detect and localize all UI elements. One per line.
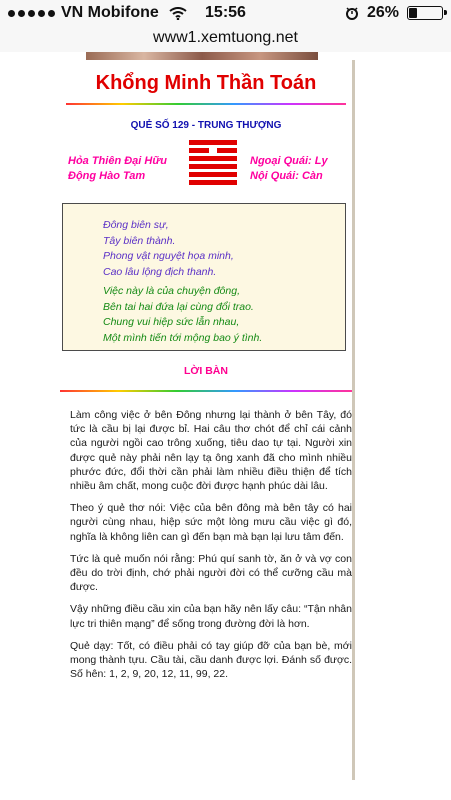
gua-number: QUẺ SỐ 129 - TRUNG THƯỢNG (130, 120, 282, 131)
translation-line-4: Một mình tiến tới mộng bao ý tình. (103, 331, 263, 344)
title-divider (66, 103, 346, 105)
hexagram-line-3 (189, 156, 237, 161)
alarm-clock-icon (345, 6, 359, 20)
hexagram-symbol (189, 140, 237, 188)
commentary-text (70, 408, 352, 689)
commentary-paragraph: Tức là quẻ muốn nói rằng: Phú quí sanh tờ, ăn ở và vợ con đều do trời định, chớ phải người đời có thể cưỡng cầu mà được. (70, 552, 352, 594)
translation-line-3: Chung vui hiệp sức lẫn nhau, (103, 316, 240, 328)
commentary-paragraph: Vậy những điều cầu xin của bạn hãy nên lấy câu: “Tận nhân lực tri thiên mạng” để sống trong đường đời là hơn. (70, 603, 352, 630)
poem-vietnamese-translation (103, 284, 262, 346)
poem-line-3: Phong vật nguyệt họa minh, (103, 250, 234, 262)
header-banner-image (86, 52, 318, 60)
translation-line-2: Bên tai hai đứa lại cùng đổi trao. (103, 300, 254, 313)
poem-line-4: Cao lâu lộng địch thanh. (103, 265, 217, 278)
commentary-heading: LỜI BÀN (184, 365, 228, 377)
clock: 15:56 (205, 4, 246, 21)
poem-box (62, 203, 346, 351)
carrier-name: VN Mobifone (61, 4, 159, 21)
poem-line-1: Đông biên sự, (103, 219, 169, 231)
page-title: Khổng Minh Thần Toán (95, 72, 317, 94)
inner-trigram: Nội Quái: Càn (250, 170, 323, 182)
page-border (352, 60, 355, 780)
commentary-paragraph: Quẻ dạy: Tốt, có điều phải có tay giúp đỡ của bạn bè, mới mong thành tựu. Cầu tài, cầu danh được lợi. Đánh số được. Số hên: 1, 2, 9, 20, 12, 11, 99, 22. (70, 639, 352, 681)
commentary-paragraph: Làm công việc ở bên Đông nhưng lại thành ở bên Tây, đó tức là cầu bị lại được bỉ. Hai câu thơ chót để chỉ cái cảnh của người ngồi cao trông xuống, tiêu dao tự tại. Người xin được quẻ này phải nên lạy tạ ông xanh đã cho mình nhiều phước đức, đổi thời cần phải làm nhiều điều thiện để tích nhiều âm chất, mong cuộc đời được hạnh phúc dài lâu. (70, 409, 352, 493)
moving-line: Động Hào Tam (68, 170, 146, 182)
outer-trigram: Ngoại Quái: Ly (250, 155, 328, 167)
hexagram-line-5 (189, 172, 237, 177)
hexagram-line-6 (189, 180, 237, 185)
translation-line-1: Việc này là của chuyện đông, (103, 285, 240, 297)
poem-line-2: Tây biên thành. (103, 234, 176, 247)
battery-percent: 26% (366, 4, 399, 21)
hexagram-name: Hỏa Thiên Đại Hữu (68, 155, 167, 167)
battery-icon (407, 6, 443, 20)
commentary-divider (60, 390, 352, 392)
hexagram-line-1 (189, 140, 237, 145)
commentary-paragraph: Theo ý quẻ thơ nói: Việc của bên đông mà bên tây có hai người cùng nhau, hiệp sức một lòng mưu cầu việc gì đó, nghĩa là không liên can gì đến bạn mà bạn lại lưu tâm đến. (70, 502, 352, 543)
url-bar[interactable]: www1.xemtuong.net (0, 26, 451, 52)
status-bar (0, 0, 451, 26)
hexagram-line-2 (189, 148, 237, 153)
hexagram-line-4 (189, 164, 237, 169)
poem-chinese-reading (103, 218, 234, 280)
page-content (60, 60, 352, 800)
